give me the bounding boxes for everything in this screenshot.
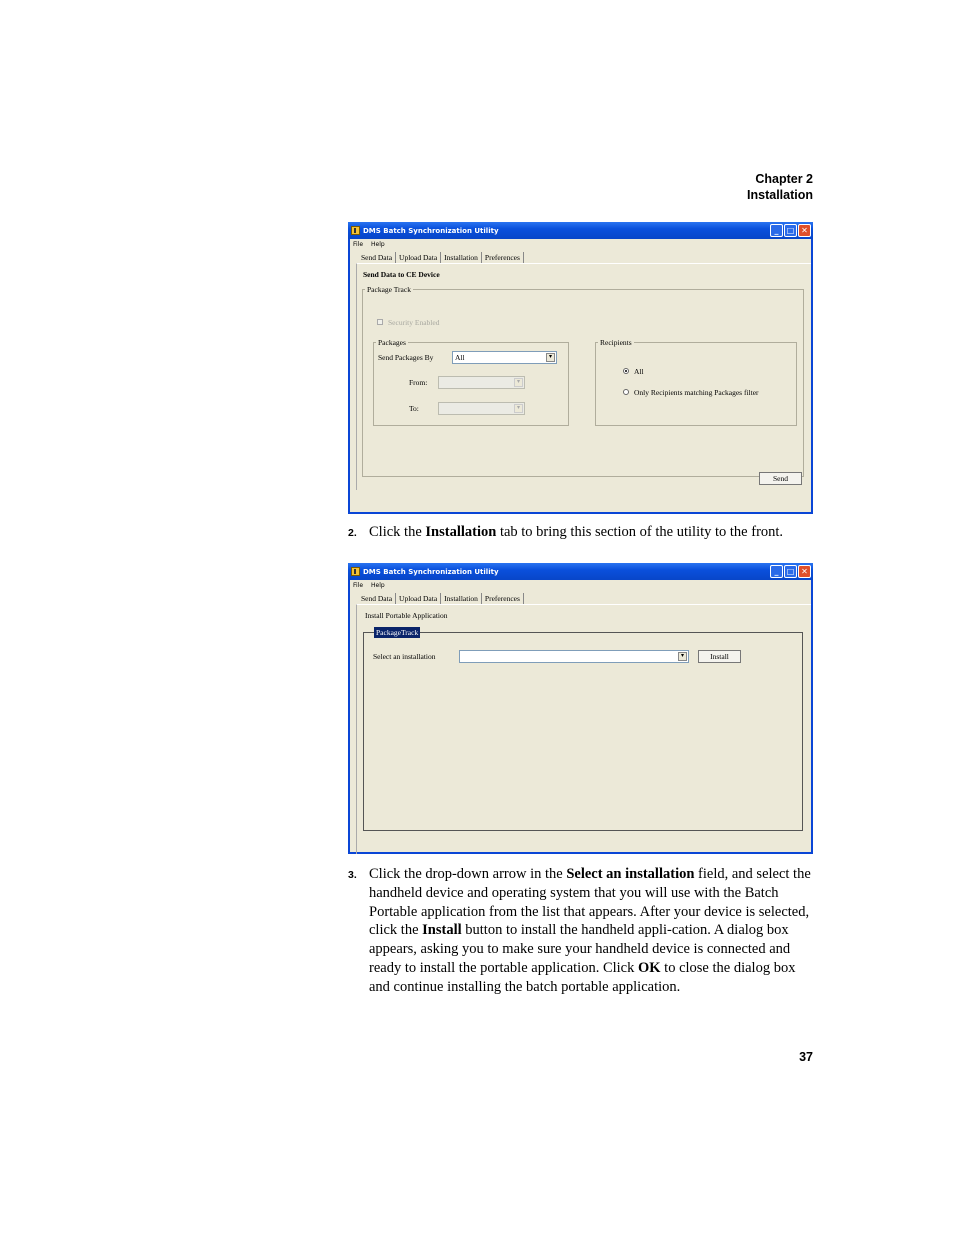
to-select[interactable] <box>438 402 525 415</box>
group-title: Package Track <box>367 285 411 294</box>
tab-send-data[interactable]: Send Data <box>358 252 396 264</box>
from-select[interactable] <box>438 376 525 389</box>
step-text: button to install the handheld appli-cation. A dialog box appears, asking you to make sure your handheld device is connected and ready to install the portable application. Click <box>369 922 791 976</box>
tab-installation[interactable]: Installation <box>441 252 482 264</box>
maximize-button[interactable]: □ <box>784 224 797 237</box>
security-checkbox[interactable] <box>377 319 383 325</box>
menu-file[interactable]: File <box>353 581 364 589</box>
panel-title: Install Portable Application <box>365 611 448 620</box>
radio-all-label: All <box>634 367 644 376</box>
tab-strip <box>350 590 811 605</box>
step-number: 2. <box>348 527 357 539</box>
packages-group <box>373 338 569 426</box>
minimize-button[interactable]: _ <box>770 565 783 578</box>
tab-upload-data[interactable]: Upload Data <box>396 252 441 264</box>
chevron-down-icon[interactable]: ▾ <box>546 353 555 362</box>
chevron-down-icon[interactable]: ▾ <box>514 378 523 387</box>
to-label: To: <box>409 404 419 413</box>
menu-help[interactable]: Help <box>371 581 385 589</box>
menu-bar <box>350 239 811 249</box>
recipients-group <box>595 338 797 426</box>
app-icon <box>351 226 360 235</box>
from-label: From: <box>409 378 428 387</box>
chevron-down-icon[interactable]: ▾ <box>514 404 523 413</box>
tab-preferences[interactable]: Preferences <box>482 252 524 264</box>
app-icon <box>351 567 360 576</box>
packages-title: Packages <box>378 338 406 347</box>
step-bold: OK <box>637 959 661 976</box>
send-by-value: All <box>455 353 465 362</box>
chevron-down-icon[interactable]: ▾ <box>678 652 687 661</box>
minimize-button[interactable]: _ <box>770 224 783 237</box>
send-by-label: Send Packages By <box>378 353 434 362</box>
radio-all[interactable] <box>623 368 629 374</box>
install-button[interactable]: Install <box>698 650 741 663</box>
step-number: 3. <box>348 869 357 881</box>
tab-strip <box>350 249 811 264</box>
send-by-select[interactable] <box>452 351 557 364</box>
close-button[interactable]: ✕ <box>798 224 811 237</box>
radio-matching-label: Only Recipients matching Packages filter <box>634 388 759 397</box>
title-bar[interactable] <box>348 563 813 580</box>
tab-upload-data[interactable]: Upload Data <box>396 593 441 605</box>
send-button[interactable]: Send <box>759 472 802 485</box>
installation-panel <box>356 604 811 854</box>
maximize-button[interactable]: □ <box>784 565 797 578</box>
step-text: to close the dialog box and continue installing the batch portable application. <box>369 959 796 995</box>
window-title: DMS Batch Synchronization Utility <box>363 567 499 576</box>
chapter-label: Chapter 2 <box>755 172 813 186</box>
group-title: PackageTrack <box>376 628 419 637</box>
radio-matching[interactable] <box>623 389 629 395</box>
window-title: DMS Batch Synchronization Utility <box>363 226 499 235</box>
send-data-panel <box>356 263 811 490</box>
menu-help[interactable]: Help <box>371 240 385 248</box>
page-header <box>747 171 813 203</box>
close-button[interactable]: ✕ <box>798 565 811 578</box>
step-bold: Install <box>422 922 462 939</box>
step-text: field, and select the handheld device and operating system that you will use with the Batch Portable application from the list that appears. After your device is selected, click the <box>369 866 811 939</box>
panel-title: Send Data to CE Device <box>363 270 440 279</box>
step-bold: Select an installation <box>566 866 695 882</box>
step-text: Click the drop-down arrow in the <box>369 866 567 882</box>
page-number: 37 <box>799 1050 813 1064</box>
package-track-group <box>363 628 803 831</box>
step-2 <box>348 523 818 542</box>
title-bar[interactable] <box>348 222 813 239</box>
installation-window <box>348 563 813 854</box>
security-label: Security Enabled <box>388 318 440 327</box>
recipients-title: Recipients <box>600 338 632 347</box>
menu-file[interactable]: File <box>353 240 364 248</box>
menu-bar <box>350 580 811 590</box>
select-installation-dropdown[interactable] <box>459 650 689 663</box>
tab-send-data[interactable]: Send Data <box>358 593 396 605</box>
step-text: tab to bring this section of the utility to the front. <box>496 524 784 540</box>
select-installation-label: Select an installation <box>373 652 436 661</box>
tab-preferences[interactable]: Preferences <box>482 593 524 605</box>
tab-installation[interactable]: Installation <box>441 593 482 605</box>
step-text: Click the <box>369 524 426 540</box>
send-data-window <box>348 222 813 514</box>
section-label: Installation <box>747 188 813 202</box>
package-track-group <box>362 285 804 483</box>
step-bold: Installation <box>425 524 497 540</box>
step-3 <box>348 865 818 997</box>
